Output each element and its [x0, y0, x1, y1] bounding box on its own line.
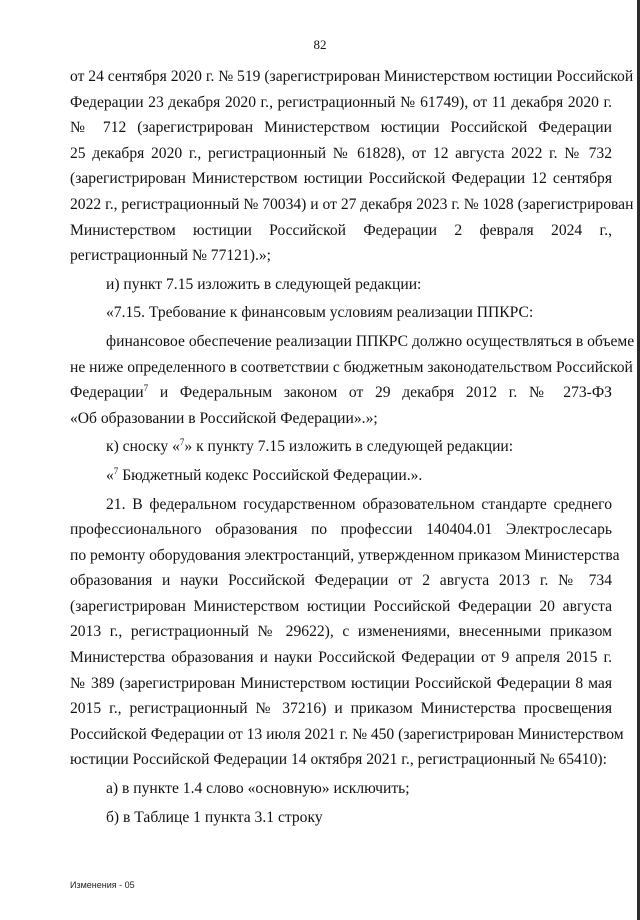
footnote-mark: 7 — [143, 383, 149, 394]
item-i: и) пункт 7.15 изложить в следующей редакции: — [106, 275, 422, 293]
text-line: Российской Федерации от 13 июля 2021 г. № 450 (зарегистрирован Министерством — [70, 725, 624, 743]
item-a: а) в пункте 1.4 слово «основную» исключить; — [106, 780, 410, 798]
text-line: (зарегистрирован Министерством юстиции Российской Федерации 20 августа — [70, 597, 612, 615]
text-line: финансовое обеспечение реализации ППКРС должно осуществляться в объеме — [106, 332, 635, 350]
footnote-mark: 7 — [113, 465, 119, 476]
footnote-mark: 7 — [179, 437, 185, 448]
item-k — [70, 434, 612, 460]
text-line: (зарегистрирован Министерством юстиции Российской Федерации 12 сентября — [70, 170, 612, 188]
text-line: 21. В федеральном государственном образовательном стандарте среднего — [106, 495, 612, 513]
text-line: № 389 (зарегистрирован Министерством юстиции Российской Федерации 8 мая — [70, 674, 612, 692]
text-line: 2013 г., регистрационный № 29622), с изменениями, внесенными приказом — [70, 623, 612, 641]
item-b: б) в Таблице 1 пункта 3.1 строку — [106, 808, 323, 826]
text-line: регистрационный № 77121).»; — [70, 247, 271, 265]
text-line: 25 декабря 2020 г., регистрационный № 61828), от 12 августа 2022 г. № 732 — [70, 144, 612, 162]
text-fragment: » к пункту 7.15 изложить в следующей редакции: — [184, 438, 514, 456]
text-line: не ниже определенного в соответствии с бюджетным законодательством Российской — [70, 358, 633, 376]
text-line: 2015 г., регистрационный № 37216) и приказом Министерства просвещения — [70, 700, 612, 718]
text-fragment: « — [106, 466, 114, 484]
page-number: 82 — [313, 37, 327, 52]
paragraph-21 — [70, 492, 624, 774]
text-line: 2022 г., регистрационный № 70034) и от 27 декабря 2023 г. № 1028 (зарегистрирован — [70, 195, 634, 213]
text-fragment: и Федеральным законом от 29 декабря 2012 г. № 273-ФЗ — [148, 384, 612, 402]
text-line: «Об образовании в Российской Федерации».»; — [70, 409, 378, 427]
document-body — [70, 64, 635, 830]
paragraph-financing — [70, 329, 635, 431]
paragraph-continuation — [70, 64, 634, 269]
text-line: № 712 (зарегистрирован Министерством юстиции Российской Федерации — [70, 119, 612, 137]
text-line: по ремонту оборудования электростанций, утвержденном приказом Министерства — [70, 546, 620, 564]
text-line: Федерации 23 декабря 2020 г., регистрационный № 61749), от 11 декабря 2020 г. — [70, 93, 612, 111]
text-fragment: к) сноску « — [106, 438, 180, 456]
quote-heading: «7.15. Требование к финансовым условиям реализации ППКРС: — [106, 304, 534, 322]
text-fragment: Федерации — [70, 384, 144, 402]
text-line: юстиции Российской Федерации 14 октября 2021 г., регистрационный № 65410): — [70, 751, 607, 769]
text-line: профессионального образования по профессии 140404.01 Электрослесарь — [70, 521, 612, 539]
text-line: Министерством юстиции Российской Федерации 2 февраля 2024 г., — [70, 221, 612, 239]
text-line: образования и науки Российской Федерации от 2 августа 2013 г. № 734 — [70, 572, 612, 590]
text-line: от 24 сентября 2020 г. № 519 (зарегистрирован Министерством юстиции Российской — [70, 68, 634, 85]
footer-label: Изменения - 05 — [70, 880, 135, 890]
text-line-with-footnote — [70, 380, 612, 406]
text-line: Министерства образования и науки Российской Федерации от 9 апреля 2015 г. — [70, 649, 612, 667]
text-fragment: Бюджетный кодекс Российской Федерации.». — [118, 466, 423, 484]
footnote-quote — [70, 463, 612, 489]
